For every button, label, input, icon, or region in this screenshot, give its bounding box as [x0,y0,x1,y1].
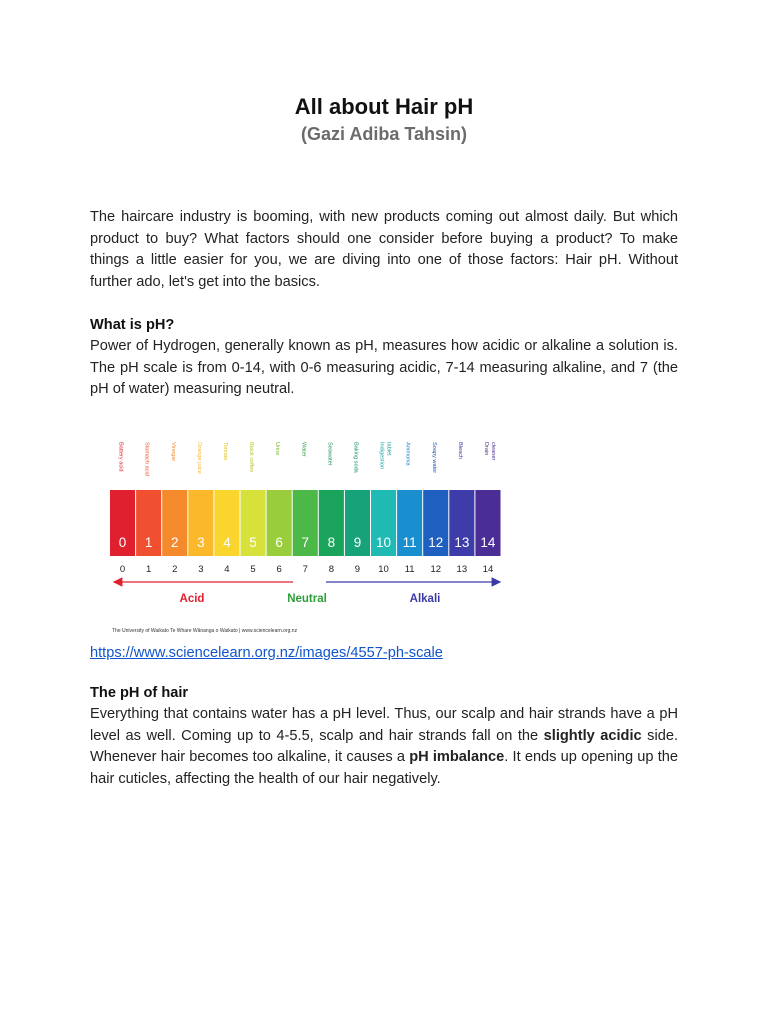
ph-bar-number: 1 [144,535,153,550]
ph-tick-label: 11 [404,564,415,575]
ph-bar-number: 13 [454,535,470,550]
ph-bar-number: 11 [402,535,417,550]
body-text: Everything that contains water has a pH level. Thus, our scalp and hair strands have a pH level as well. Coming up to 4-5.5, scalp and hair strands fall on the [90,706,678,744]
substance-label: tablet [385,442,392,456]
substance-label: Urine [274,442,281,456]
ph-bar-number: 0 [118,535,127,550]
substance-label: Tomato [221,442,228,461]
ph-bar-number: 8 [327,535,336,550]
ph-tick-label: 4 [224,564,230,575]
ph-tick-label: 6 [276,564,282,575]
ph-tick-label: 12 [430,564,442,575]
ph-tick-label: 10 [378,564,389,575]
ph-bar-number: 2 [170,535,179,550]
substance-label: Stomach acid [143,442,150,476]
ph-bar-number: 14 [480,535,496,550]
body-text: side. Whenever hair becomes too alkaline, it causes a [90,727,679,766]
ph-tick-label: 1 [146,564,152,575]
substance-label: Orange juice [195,442,202,474]
bold-ph-imbalance: pH imbalance [409,749,505,766]
ph-scale-graphic [90,420,520,640]
ph-bar-number: 9 [353,535,362,550]
ph-bar-number: 3 [197,535,205,550]
substance-label: Bleach [456,442,463,460]
ph-bar-number: 12 [428,535,444,550]
alkali-label: Alkali [409,593,441,605]
ph-bar-number: 5 [249,535,257,550]
page-title: All about Hair pH [294,94,474,119]
substance-label: cleaner [489,442,496,461]
substance-label: Battery acid [117,442,124,472]
section-heading-ph-of-hair: The pH of hair [90,685,189,701]
body-text: . It ends up opening up the hair cuticles, affecting the health of our hair negatively. [90,749,678,787]
section-body-what-is-ph: Power of Hydrogen, generally known as pH, measures how acidic or alkaline a solution is. The pH scale is from 0-14, with 0-6 measuring acidic, 7-14 measuring alkaline, and 7 (the pH of water) measuring neutral. [90,338,678,398]
substance-label: Drain [482,442,489,456]
substance-label: Indigestion [378,442,385,470]
ph-tick-label: 9 [354,564,361,575]
substance-label: Seawater [326,442,333,466]
section-body-ph-of-hair [90,704,678,790]
ph-bar-number: 7 [301,535,310,550]
ph-tick-label: 13 [456,564,468,575]
substance-label: Baking soda [352,442,359,473]
substance-label: Soapy water [430,442,437,474]
bold-slightly-acidic: slightly acidic [543,727,642,744]
ph-tick-label: 2 [172,564,178,575]
intro-paragraph: The haircare industry is booming, with new products coming out almost daily. But which product to buy? What factors should one consider before buying a product? To make things a little easier for you, we are diving into one of those factors: Hair pH. Without further ado, let's get into the basics. [90,209,678,290]
acid-label: Acid [179,593,205,605]
ph-tick-label: 7 [302,564,308,575]
substance-label: Water [300,442,307,457]
ph-bar-number: 10 [376,535,392,550]
ph-bar-number: 4 [223,535,231,550]
ph-tick-label: 3 [198,564,204,575]
ph-tick-label: 0 [119,564,126,575]
neutral-label: Neutral [287,593,327,605]
ph-tick-label: 14 [482,564,494,575]
source-link[interactable]: https://www.sciencelearn.org.nz/images/4557-ph-scale [90,645,443,661]
ph-tick-label: 8 [328,564,334,575]
ph-scale-figure [90,420,520,640]
ph-bar-number: 6 [275,535,283,550]
substance-label: Ammonia [404,442,411,466]
author-name: (Gazi Adiba Tahsin) [300,124,467,144]
ph-tick-label: 5 [250,564,256,575]
substance-label: Black coffee [248,442,255,473]
section-heading-what-is-ph: What is pH? [90,317,175,333]
substance-label: Vinegar [169,442,176,462]
figure-credit: The University of Waikato Te Whare Wānanga o Waikato | www.sciencelearn.org.nz [112,628,298,634]
